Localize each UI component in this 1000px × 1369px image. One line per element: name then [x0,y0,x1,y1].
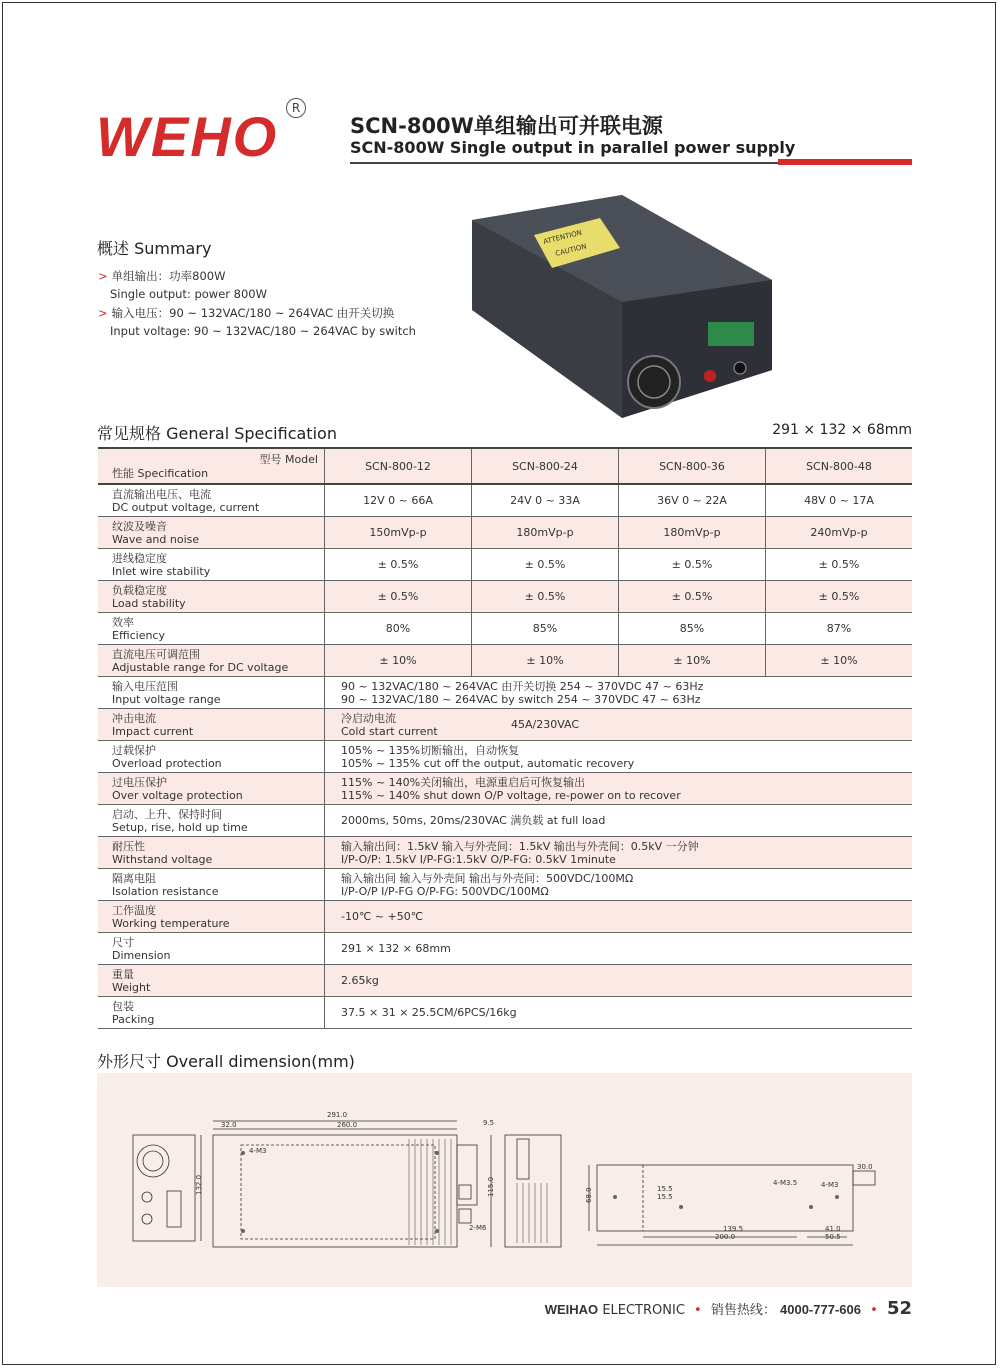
row-label-cn: 效率 [112,615,134,629]
row-label-cn: 进线稳定度 [112,551,167,565]
footer-company-suffix: ELECTRONIC [602,1303,685,1318]
side-view [505,1135,561,1247]
cell-line-1: 90 ~ 132VAC/180 ~ 264VAC 由开关切换 254 ~ 370VDC 47 ~ 63Hz [341,679,704,693]
summary-item-1-cn: > 单组输出：功率800W [98,269,226,283]
spec-header-row [98,448,912,484]
summary-item-2-cn: > 输入电压：90 ~ 132VAC/180 ~ 264VAC 由开关切换 [98,306,395,320]
row-label-cn: 直流输出电压、电流 [112,487,211,501]
cell-line-1: -10℃ ~ +50℃ [341,910,424,923]
front-view [133,1135,195,1241]
model-2: SCN-800-24 [472,448,619,484]
row-label-cn: 耐压性 [112,839,145,853]
terminal-positive-icon [704,370,716,382]
row-label-en: Efficiency [112,628,165,642]
row-label-cn: 冲击电流 [112,711,156,725]
cell: ± 0.5% [619,549,766,581]
cell: 180mVp-p [619,517,766,549]
cell-line-1: 冷启动电流 [341,711,396,725]
cell-line-2: 105% ~ 135% cut off the output, automatic recovery [341,756,635,770]
row-label-cn: 工作温度 [112,903,156,917]
cell: ± 0.5% [619,581,766,613]
page-number: 52 [886,1298,912,1319]
cell-line-1: 105% ~ 135%切断输出，自动恢复 [341,743,520,757]
dim-4-m3.5: 4-M3.5 [773,1179,798,1187]
row-label-cn: 过载保护 [112,743,156,757]
footer-hotline: 4000-777-606 [780,1302,861,1317]
dim-4-m3: 4-M3 [249,1147,267,1155]
terminal-negative-icon [734,362,746,374]
model-4: SCN-800-48 [766,448,913,484]
row-label-en: Isolation resistance [112,884,219,898]
table-row [98,645,912,677]
title-cn: SCN-800W单组输出可并联电源 [350,114,663,138]
title-accent-bar [778,159,912,165]
caution-label-text: CAUTION [554,242,588,258]
cell-line-1: 2000ms, 50ms, 20ms/230VAC 满负载 at full load [341,814,606,827]
dim-68: 68.0 [585,1187,593,1203]
dim-30: 30.0 [857,1163,873,1171]
row-label-en: Input voltage range [112,692,221,706]
cell: ± 10% [325,645,472,677]
front-fan-icon [137,1145,169,1177]
dim-41: 41.0 [825,1225,841,1233]
cell: ± 0.5% [766,549,913,581]
terminal-block-icon [708,322,754,346]
row-label-cn: 尺寸 [112,935,134,949]
cell-line-1: 2.65kg [341,974,379,987]
cell-extra: 45A/230VAC [511,718,580,731]
table-row [98,965,912,997]
dim-115: 115.0 [487,1176,495,1197]
brand-logo: WEHO [96,105,279,168]
spec-table [98,447,912,1029]
bottom-view [597,1165,853,1231]
row-label-en: Over voltage protection [112,788,243,802]
table-row [98,805,912,837]
row-label-cn: 直流电压可调范围 [112,647,200,661]
title-en: SCN-800W Single output in parallel power supply [350,138,796,157]
dim-15.5-a: 15.5 [657,1185,673,1193]
row-label-cn: 负载稳定度 [112,583,167,597]
row-label-cn: 包装 [112,999,134,1013]
cell: ± 10% [766,645,913,677]
row-label-cn: 输入电压范围 [112,679,178,693]
summary-heading: 概述 Summary [97,239,212,258]
table-row [98,869,912,901]
cell: ± 0.5% [472,581,619,613]
row-label-cn: 隔离电阻 [112,871,156,885]
fan-icon [628,356,680,408]
cell-line-2: I/P-O/P: 1.5kV I/P-FG:1.5kV O/P-FG: 0.5kV 1minute [341,852,616,866]
row-label-cn: 纹波及噪音 [112,519,167,533]
cell-line-1: 输入输出间 输入与外壳间 输出与外壳间：500VDC/100MΩ [341,871,634,885]
cell: 85% [472,613,619,645]
dim-4-m3-bottom: 4-M3 [821,1181,839,1189]
dimension-drawing [97,1073,912,1287]
dim-15.5-b: 15.5 [657,1193,673,1201]
row-label-en: Load stability [112,596,186,610]
cell-line-2: 90 ~ 132VAC/180 ~ 264VAC by switch 254 ~ 370VDC 47 ~ 63Hz [341,692,701,706]
attention-label-text: ATTENTION [542,228,583,246]
row-label-cn: 启动、上升、保持时间 [112,807,222,821]
cell: ± 0.5% [325,549,472,581]
dim-260: 260.0 [337,1121,358,1129]
table-row [98,933,912,965]
table-row [98,741,912,773]
table-row [98,709,912,741]
footer: WEIHAO ELECTRONIC • 销售热线： 4000-777-606 • 52 [544,1298,912,1319]
cell: 36V 0 ~ 22A [619,484,766,517]
product-photo [472,190,772,420]
dimension-heading: 外形尺寸 Overall dimension(mm) [97,1052,355,1071]
cell: 240mVp-p [766,517,913,549]
cell: ± 10% [472,645,619,677]
cell: 48V 0 ~ 17A [766,484,913,517]
row-label-en: Setup, rise, hold up time [112,820,248,834]
dim-132: 132.0 [195,1174,203,1195]
summary-item-1-en: Single output: power 800W [110,287,267,301]
table-row [98,997,912,1029]
header-model: 型号 Model [259,453,318,466]
cell: ± 0.5% [472,549,619,581]
footer-hotline-label: 销售热线： [710,1303,776,1318]
cell-line-2: I/P-O/P I/P-FG O/P-FG: 500VDC/100MΩ [341,884,549,898]
spec-header-label [98,448,325,484]
dimension-drawing-area [97,1073,912,1287]
model-1: SCN-800-12 [325,448,472,484]
table-row [98,613,912,645]
model-3: SCN-800-36 [619,448,766,484]
cell-line-1: 输入输出间：1.5kV 输入与外壳间：1.5kV 输出与外壳间：0.5kV 一分钟 [341,839,699,853]
table-row [98,484,912,517]
table-row [98,549,912,581]
cell-line-1: 115% ~ 140%关闭输出，电源重启后可恢复输出 [341,775,586,789]
row-label-en: Adjustable range for DC voltage [112,660,289,674]
row-label-en: Dimension [112,948,171,962]
table-row [98,517,912,549]
row-label-en: Withstand voltage [112,852,213,866]
cell-line-2: Cold start current [341,724,438,738]
table-row [98,901,912,933]
table-row [98,581,912,613]
summary-item-2-en: Input voltage: 90 ~ 132VAC/180 ~ 264VAC by switch [110,324,416,338]
cell-line-1: 37.5 × 31 × 25.5CM/6PCS/16kg [341,1006,517,1019]
cell: 80% [325,613,472,645]
cell: ± 10% [619,645,766,677]
cell: 87% [766,613,913,645]
cell: 150mVp-p [325,517,472,549]
registered-mark: R [286,98,306,118]
row-label-en: Impact current [112,724,194,738]
cell: 85% [619,613,766,645]
row-label-en: Inlet wire stability [112,564,211,578]
row-label-en: Overload protection [112,756,222,770]
dim-200: 200.0 [715,1233,736,1241]
cell: 24V 0 ~ 33A [472,484,619,517]
cell: ± 0.5% [325,581,472,613]
cell: 180mVp-p [472,517,619,549]
cell-line-1: 291 × 132 × 68mm [341,942,451,955]
dim-32: 32.0 [221,1121,237,1129]
spec-heading: 常见规格 General Specification [97,424,337,443]
dim-9.5: 9.5 [483,1119,495,1127]
spec-size: 291 × 132 × 68mm [772,422,912,438]
row-label-cn: 重量 [112,967,134,981]
dim-291: 291.0 [327,1111,348,1119]
dim-139.5: 139.5 [723,1225,744,1233]
row-label-en: DC output voltage, current [112,500,260,514]
row-label-en: Working temperature [112,916,230,930]
dim-2-m6: 2-M6 [469,1224,487,1232]
header-spec: 性能 Specification [112,467,209,480]
cell-line-2: 115% ~ 140% shut down O/P voltage, re-power on to recover [341,788,681,802]
footer-company: WEIHAO [544,1302,599,1317]
table-row [98,773,912,805]
table-row [98,837,912,869]
row-label-en: Wave and noise [112,532,200,546]
cell: ± 0.5% [766,581,913,613]
dim-50.5: 50.5 [825,1233,841,1241]
row-label-en: Packing [112,1012,155,1026]
table-row [98,677,912,709]
cell: 12V 0 ~ 66A [325,484,472,517]
row-label-en: Weight [112,980,151,994]
row-label-cn: 过电压保护 [112,775,167,789]
